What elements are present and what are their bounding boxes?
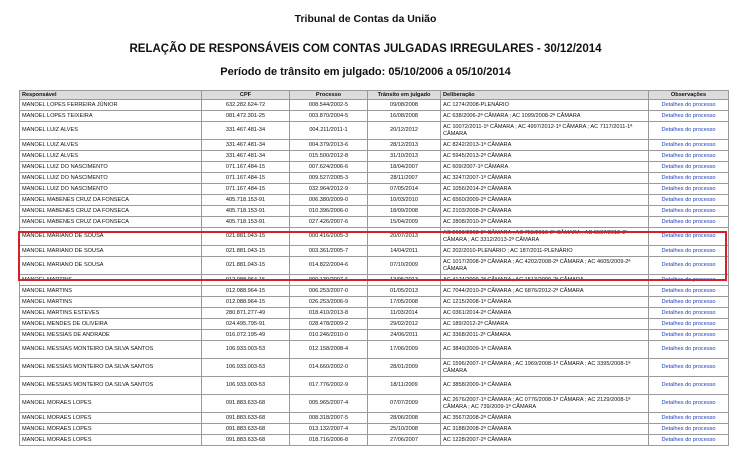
cell-responsavel: MANOEL LOPES FERREIRA JÚNIOR [20,100,202,111]
cell-deliberacao: AC 3858/2009-1ª CÂMARA [441,377,649,395]
cell-deliberacao: AC 638/2006-2ª CÂMARA ; AC 1099/2008-2ª CÂMARA [441,111,649,122]
detalhes-link[interactable]: Detalhes do processo [649,228,729,246]
cell-cpf: 091.883.633-68 [202,435,290,446]
cell-responsavel: MANOEL LUIZ ALVES [20,140,202,151]
detalhes-link[interactable]: Detalhes do processo [649,257,729,275]
cell-deliberacao: AC 10072/2011-1ª CÂMARA ; AC 4997/2012-1ª CÂMARA ; AC 7117/2011-1ª CÂMARA [441,122,649,140]
cell-deliberacao: AC 1017/2008-2ª CÂMARA ; AC 4202/2008-2ª CÂMARA ; AC 4605/2009-2ª CÂMARA [441,257,649,275]
table-row [20,319,729,330]
cell-cpf: 071.167.484-15 [202,173,290,184]
table-row [20,195,729,206]
cell-cpf: 021.881.043-15 [202,228,290,246]
cell-responsavel: MANOEL MESSIAS MONTEIRO DA SILVA SANTOS [20,377,202,395]
cell-deliberacao: AC 0361/2014-2ª CÂMARA [441,308,649,319]
detalhes-link[interactable]: Detalhes do processo [649,308,729,319]
table-row [20,341,729,359]
cell-deliberacao: AC 3247/2007-1ª CÂMARA [441,173,649,184]
cell-processo: 015.500/2012-8 [290,151,368,162]
cell-transito: 24/06/2011 [368,330,441,341]
cell-processo: 008.544/2002-5 [290,100,368,111]
table-row [20,228,729,246]
cell-transito: 11/03/2014 [368,308,441,319]
cell-responsavel: MANOEL MARTINS [20,297,202,308]
detalhes-link[interactable]: Detalhes do processo [649,111,729,122]
detalhes-link[interactable]: Detalhes do processo [649,217,729,228]
cell-transito: 07/10/2009 [368,257,441,275]
cell-cpf: 331.467.481-34 [202,122,290,140]
cell-deliberacao: AC 1274/2008-PLENÁRIO [441,100,649,111]
cell-transito: 18/09/2008 [368,206,441,217]
cell-transito: 31/10/2013 [368,151,441,162]
table-row [20,246,729,257]
cell-processo: 027.426/2007-6 [290,217,368,228]
cell-deliberacao: AC 1215/2008-1ª CÂMARA [441,297,649,308]
cell-transito: 13/05/2013 [368,275,441,286]
cell-cpf: 016.072.195-49 [202,330,290,341]
cell-responsavel: MANOEL MARTINS [20,275,202,286]
cell-transito: 29/02/2012 [368,319,441,330]
cell-processo: 003.870/2004-5 [290,111,368,122]
detalhes-link[interactable]: Detalhes do processo [649,377,729,395]
cell-transito: 18/04/2007 [368,162,441,173]
cell-transito: 16/08/2008 [368,111,441,122]
cell-responsavel: MANOEL MORAES LOPES [20,435,202,446]
col-header-cpf: CPF [202,91,290,100]
table-body [20,100,729,446]
cell-cpf: 091.883.633-68 [202,424,290,435]
table-row [20,140,729,151]
cell-processo: 010.246/2010-0 [290,330,368,341]
cell-processo: 000.416/2005-3 [290,228,368,246]
cell-responsavel: MANOEL MESSIAS MONTEIRO DA SILVA SANTOS [20,359,202,377]
detalhes-link[interactable]: Detalhes do processo [649,195,729,206]
detalhes-link[interactable]: Detalhes do processo [649,319,729,330]
cell-processo: 004.379/2013-6 [290,140,368,151]
table-row [20,184,729,195]
detalhes-link[interactable]: Detalhes do processo [649,162,729,173]
cell-cpf: 021.881.043-15 [202,257,290,275]
cell-transito: 18/11/2009 [368,377,441,395]
cell-cpf: 091.883.633-68 [202,413,290,424]
detalhes-link[interactable]: Detalhes do processo [649,359,729,377]
cell-cpf: 331.467.481-34 [202,140,290,151]
table-row [20,100,729,111]
cell-processo: 003.361/2005-7 [290,246,368,257]
col-header-transito: Trânsito em julgado [368,91,441,100]
detalhes-link[interactable]: Detalhes do processo [649,151,729,162]
cell-deliberacao: AC 3567/2008-2ª CÂMARA [441,413,649,424]
cell-transito: 27/06/2007 [368,435,441,446]
cell-responsavel: MANOEL LUIZ DO NASCIMENTO [20,184,202,195]
cell-deliberacao: AC 1228/2007-2ª CÂMARA [441,435,649,446]
cell-transito: 20/07/2013 [368,228,441,246]
cell-deliberacao: AC 5945/2013-2ª CÂMARA [441,151,649,162]
cell-transito: 28/12/2013 [368,140,441,151]
cell-deliberacao: AC 2676/2007-1ª CÂMARA ; AC 0776/2008-1ª CÂMARA ; AC 2129/2008-1ª CÂMARA ; AC 739/2009-1ª CÂMARA [441,395,649,413]
cell-cpf: 071.167.484-15 [202,184,290,195]
cell-processo: 017.776/2002-9 [290,377,368,395]
cell-transito: 17/05/2008 [368,297,441,308]
detalhes-link[interactable]: Detalhes do processo [649,275,729,286]
col-header-deliberacao: Deliberação [441,91,649,100]
table-row [20,286,729,297]
table-row [20,206,729,217]
detalhes-link[interactable]: Detalhes do processo [649,341,729,359]
org-name: Tribunal de Contas da União [294,13,437,25]
detalhes-link[interactable]: Detalhes do processo [649,140,729,151]
table-row [20,162,729,173]
table-row [20,217,729,228]
table-row [20,308,729,319]
cell-deliberacao: AC 3849/2009-1ª CÂMARA [441,341,649,359]
detalhes-link[interactable]: Detalhes do processo [649,173,729,184]
cell-transito: 28/01/2009 [368,359,441,377]
detalhes-link[interactable]: Detalhes do processo [649,297,729,308]
cell-responsavel: MANOEL LOPES TEIXEIRA [20,111,202,122]
detalhes-link[interactable]: Detalhes do processo [649,286,729,297]
detalhes-link[interactable]: Detalhes do processo [649,246,729,257]
cell-transito: 10/03/2010 [368,195,441,206]
cell-responsavel: MANOEL MARTINS [20,286,202,297]
detalhes-link[interactable]: Detalhes do processo [649,413,729,424]
cell-transito: 15/04/2009 [368,217,441,228]
cell-transito: 07/07/2009 [368,395,441,413]
cell-processo: 008.318/2007-5 [290,413,368,424]
cell-cpf: 081.472.301-25 [202,111,290,122]
table-row [20,359,729,377]
cell-processo: 018.410/2013-8 [290,308,368,319]
table-row [20,435,729,446]
cell-deliberacao: AC 1056/2014-2ª CÂMARA [441,184,649,195]
cell-processo: 005.965/2007-4 [290,395,368,413]
cell-transito: 28/06/2008 [368,413,441,424]
table-row [20,424,729,435]
cell-cpf: 106.933.003-53 [202,359,290,377]
cell-cpf: 106.933.003-53 [202,341,290,359]
cell-processo: 009.527/2005-3 [290,173,368,184]
detalhes-link[interactable]: Detalhes do processo [649,424,729,435]
cell-deliberacao: AC 189/2012-2ª CÂMARA [441,319,649,330]
cell-transito: 25/10/2008 [368,424,441,435]
cell-transito: 01/05/2013 [368,286,441,297]
cell-transito: 09/08/2008 [368,100,441,111]
detalhes-link[interactable]: Detalhes do processo [649,184,729,195]
cell-processo: 026.253/2006-9 [290,297,368,308]
cell-processo: 007.624/2006-6 [290,162,368,173]
col-header-observacoes: Observações [649,91,729,100]
cell-processo: 014.660/2002-0 [290,359,368,377]
cell-processo: 006.380/2009-0 [290,195,368,206]
cell-deliberacao: AC 3368/2011-2ª CÂMARA [441,330,649,341]
cell-deliberacao: AC 2609/2008-2ª CÂMARA ; AC 758/2010-2ª CÂMARA ; AC 5587/2012-2ª CÂMARA ; AC 3312/2013-2ª CÂMARA [441,228,649,246]
cell-responsavel: MANOEL MARIANO DE SOUSA [20,257,202,275]
cell-processo: 028.478/2009-2 [290,319,368,330]
table-row [20,330,729,341]
table-row [20,122,729,140]
cell-cpf: 405.718.153-91 [202,217,290,228]
cell-cpf: 106.933.003-53 [202,377,290,395]
detalhes-link[interactable]: Detalhes do processo [649,330,729,341]
cell-cpf: 405.718.153-91 [202,195,290,206]
cell-responsavel: MANOEL MESSIAS MONTEIRO DA SILVA SANTOS [20,341,202,359]
cell-processo: 032.964/2012-9 [290,184,368,195]
table-row [20,395,729,413]
cell-responsavel: MANOEL MORAES LOPES [20,413,202,424]
cell-transito: 07/05/2014 [368,184,441,195]
table-row [20,413,729,424]
cell-responsavel: MANOEL MARIANO DE SOUSA [20,228,202,246]
cell-cpf: 012.088.964-15 [202,297,290,308]
cell-responsavel: MANOEL MARTINS ESTEVES [20,308,202,319]
cell-cpf: 021.881.043-15 [202,246,290,257]
cell-deliberacao: AC 2808/2010-2ª CÂMARA [441,217,649,228]
cell-transito: 28/11/2007 [368,173,441,184]
table-row [20,151,729,162]
document-title: RELAÇÃO DE RESPONSÁVEIS COM CONTAS JULGADAS IRREGULARES - 30/12/2014 [129,43,602,55]
cell-responsavel: MANOEL MORAES LOPES [20,424,202,435]
cell-deliberacao: AC 1596/2007-1ª CÂMARA ; AC 1969/2008-1ª CÂMARA ; AC 3395/2008-1ª CÂMARA [441,359,649,377]
cell-deliberacao: AC 7044/2010-2ª CÂMARA ; AC 6876/2012-2ª CÂMARA [441,286,649,297]
col-header-processo: Processo [290,91,368,100]
table-row [20,111,729,122]
cell-deliberacao: AC 6560/2009-2ª CÂMARA [441,195,649,206]
cell-responsavel: MANOEL MESSIAS DE ANDRADE [20,330,202,341]
responsaveis-table [19,90,729,446]
cell-responsavel: MANOEL MABENES CRUZ DA FONSECA [20,206,202,217]
cell-deliberacao: AC 2103/2008-2ª CÂMARA [441,206,649,217]
cell-responsavel: MANOEL LUIZ DO NASCIMENTO [20,173,202,184]
cell-responsavel: MANOEL MABENES CRUZ DA FONSECA [20,217,202,228]
cell-responsavel: MANOEL LUIZ ALVES [20,151,202,162]
cell-transito: 20/12/2012 [368,122,441,140]
cell-cpf: 024.495.795-91 [202,319,290,330]
cell-deliberacao: AC 3188/2008-2ª CÂMARA [441,424,649,435]
cell-processo: 004.211/2011-1 [290,122,368,140]
cell-responsavel: MANOEL MENDES DE OLIVEIRA [20,319,202,330]
cell-responsavel: MANOEL LUIZ ALVES [20,122,202,140]
cell-transito: 17/06/2009 [368,341,441,359]
cell-processo: 013.132/2007-4 [290,424,368,435]
cell-cpf: 071.167.484-15 [202,162,290,173]
cell-processo: 006.253/2007-0 [290,286,368,297]
cell-deliberacao: AC 8242/2013-1ª CÂMARA [441,140,649,151]
cell-responsavel: MANOEL MORAES LOPES [20,395,202,413]
detalhes-link[interactable]: Detalhes do processo [649,122,729,140]
cell-responsavel: MANOEL MABENES CRUZ DA FONSECA [20,195,202,206]
col-header-responsavel: Responsável [20,91,202,100]
cell-transito: 14/04/2011 [368,246,441,257]
cell-cpf: 331.467.481-34 [202,151,290,162]
cell-cpf: 280.871.277-49 [202,308,290,319]
cell-cpf: 632.282.624-72 [202,100,290,111]
cell-deliberacao: AC 202/2010-PLENÁRIO ; AC 187/2011-PLENÁRIO [441,246,649,257]
detalhes-link[interactable]: Detalhes do processo [649,100,729,111]
cell-cpf: 405.718.153-91 [202,206,290,217]
period-subtitle: Período de trânsito em julgado: 05/10/2006 a 05/10/2014 [220,66,511,78]
table-row [20,297,729,308]
cell-cpf: 091.883.633-68 [202,395,290,413]
cell-cpf: 012.088.964-15 [202,275,290,286]
detalhes-link[interactable]: Detalhes do processo [649,435,729,446]
cell-processo: 014.822/2004-6 [290,257,368,275]
cell-processo: 010.396/2006-0 [290,206,368,217]
cell-deliberacao: AC 609/2007-1ª CÂMARA [441,162,649,173]
cell-processo: 012.158/2008-4 [290,341,368,359]
cell-responsavel: MANOEL MARIANO DE SOUSA [20,246,202,257]
cell-processo: 000.130/2007-6 [290,275,368,286]
detalhes-link[interactable]: Detalhes do processo [649,395,729,413]
table-row [20,257,729,275]
table-row [20,275,729,286]
cell-responsavel: MANOEL LUIZ DO NASCIMENTO [20,162,202,173]
cell-cpf: 012.088.964-15 [202,286,290,297]
detalhes-link[interactable]: Detalhes do processo [649,206,729,217]
table-row [20,173,729,184]
cell-deliberacao: AC 4174/2009-2ª CÂMARA ; AC 1513/2009-2ª CÂMARA [441,275,649,286]
table-row [20,377,729,395]
cell-processo: 018.716/2006-8 [290,435,368,446]
table-header-row [20,91,729,100]
